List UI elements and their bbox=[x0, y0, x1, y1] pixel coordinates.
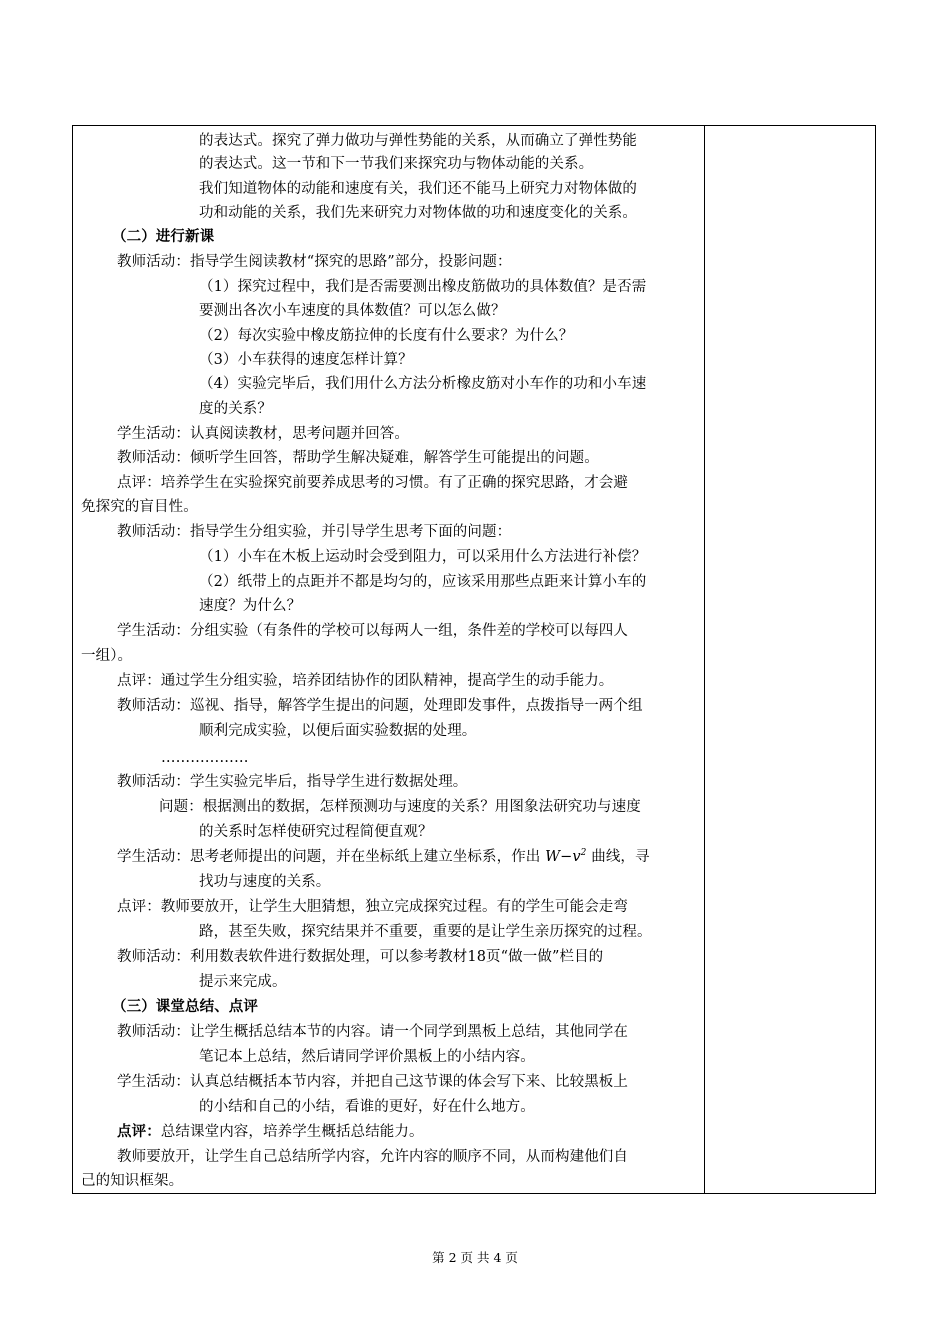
text-line: 学生活动：分组实验（有条件的学校可以每两人一组，条件差的学校可以每四人 bbox=[117, 623, 628, 639]
text-line: 教师活动：指导学生分组实验，并引导学生思考下面的问题： bbox=[117, 524, 512, 540]
lesson-content-cell bbox=[73, 126, 704, 1193]
ellipsis: ……………… bbox=[161, 750, 249, 766]
text-line: 度的关系？ bbox=[199, 401, 272, 417]
column-divider bbox=[704, 126, 705, 1193]
text-line: 功和动能的关系，我们先来研究力对物体做的功和速度变化的关系。 bbox=[199, 205, 637, 221]
text-line: 一组）。 bbox=[81, 648, 133, 664]
text-line: 点评：教师要放开，让学生大胆猜想，独立完成探究过程。有的学生可能会走弯 bbox=[117, 899, 628, 915]
text-line: 顺利完成实验，以便后面实验数据的处理。 bbox=[199, 723, 477, 739]
text-line: 点评：培养学生在实验探究前要养成思考的习惯。有了正确的探究思路，才会避 bbox=[117, 475, 628, 491]
text-line: 点评：通过学生分组实验，培养团结协作的团队精神，提高学生的动手能力。 bbox=[117, 673, 614, 689]
text-line: （1）探究过程中，我们是否需要测出橡皮筋做功的具体数值？是否需 bbox=[199, 279, 647, 295]
text-line: 己的知识框架。 bbox=[81, 1173, 184, 1189]
text-line: 教师要放开，让学生自己总结所学内容，允许内容的顺序不同，从而构建他们自 bbox=[117, 1149, 628, 1165]
text-line: 学生活动：思考老师提出的问题，并在坐标纸上建立坐标系，作出 $W-v^2$ 曲线，寻 bbox=[117, 848, 650, 865]
text-line: 的小结和自己的小结，看谁的更好，好在什么地方。 bbox=[199, 1099, 535, 1115]
text-line: 教师活动：让学生概括总结本节的内容。请一个同学到黑板上总结，其他同学在 bbox=[117, 1024, 628, 1040]
text-line: 提示来完成。 bbox=[199, 974, 287, 990]
text-line: 的表达式。这一节和下一节我们来探究功与物体动能的关系。 bbox=[199, 156, 594, 172]
text-line: 找功与速度的关系。 bbox=[199, 874, 331, 890]
text-line: （1）小车在木板上运动时会受到阻力，可以采用什么方法进行补偿？ bbox=[199, 549, 647, 565]
text-line: （2）纸带上的点距并不都是均匀的，应该采用那些点距来计算小车的 bbox=[199, 574, 647, 590]
text-line: 要测出各次小车速度的具体数值？可以怎么做？ bbox=[199, 303, 506, 319]
text-line: 笔记本上总结，然后请同学评价黑板上的小结内容。 bbox=[199, 1049, 535, 1065]
text-line: 学生活动：认真总结概括本节内容，并把自己这节课的体会写下来、比较黑板上 bbox=[117, 1074, 628, 1090]
page-footer: 第 2 页 共 4 页 bbox=[432, 1250, 518, 1265]
text-line: 教师活动：学生实验完毕后，指导学生进行数据处理。 bbox=[117, 774, 468, 790]
text-line: 免探究的盲目性。 bbox=[81, 499, 198, 515]
text-line: 学生活动：认真阅读教材，思考问题并回答。 bbox=[117, 426, 409, 442]
text-line: 点评：总结课堂内容，培养学生概括总结能力。 bbox=[117, 1123, 424, 1140]
formula-w-v2: $W-v^2$ bbox=[545, 848, 587, 865]
text-line: 教师活动：指导学生阅读教材“探究的思路”部分，投影问题： bbox=[117, 254, 512, 270]
text-line: 教师活动：倾听学生回答，帮助学生解决疑难，解答学生可能提出的问题。 bbox=[117, 450, 599, 466]
text-line: （3）小车获得的速度怎样计算？ bbox=[199, 352, 413, 368]
text-line: （4）实验完毕后，我们用什么方法分析橡皮筋对小车作的功和小车速 bbox=[199, 376, 647, 392]
text-line: 速度？为什么？ bbox=[199, 598, 302, 614]
text-line: 教师活动：利用数表软件进行数据处理，可以参考教材18页“做一做”栏目的 bbox=[117, 949, 604, 965]
text-line: 的表达式。探究了弹力做功与弹性势能的关系，从而确立了弹性势能 bbox=[199, 133, 637, 149]
text-line: （2）每次实验中橡皮筋拉伸的长度有什么要求？为什么？ bbox=[199, 328, 574, 344]
text-line: 路，甚至失败，探究结果并不重要，重要的是让学生亲历探究的过程。 bbox=[199, 924, 652, 940]
section-heading: （三）课堂总结、点评 bbox=[112, 998, 258, 1015]
comment-label: 点评： bbox=[117, 1123, 161, 1140]
lesson-table bbox=[72, 125, 876, 1194]
section-heading: （二）进行新课 bbox=[112, 228, 215, 245]
text-line: 的关系时怎样使研究过程简便直观？ bbox=[199, 824, 433, 840]
text-line: 我们知道物体的动能和速度有关，我们还不能马上研究力对物体做的 bbox=[199, 181, 637, 197]
text-line: 教师活动：巡视、指导，解答学生提出的问题，处理即发事件，点拨指导一两个组 bbox=[117, 698, 643, 714]
text-line: 问题：根据测出的数据，怎样预测功与速度的关系？用图象法研究功与速度 bbox=[159, 799, 641, 815]
